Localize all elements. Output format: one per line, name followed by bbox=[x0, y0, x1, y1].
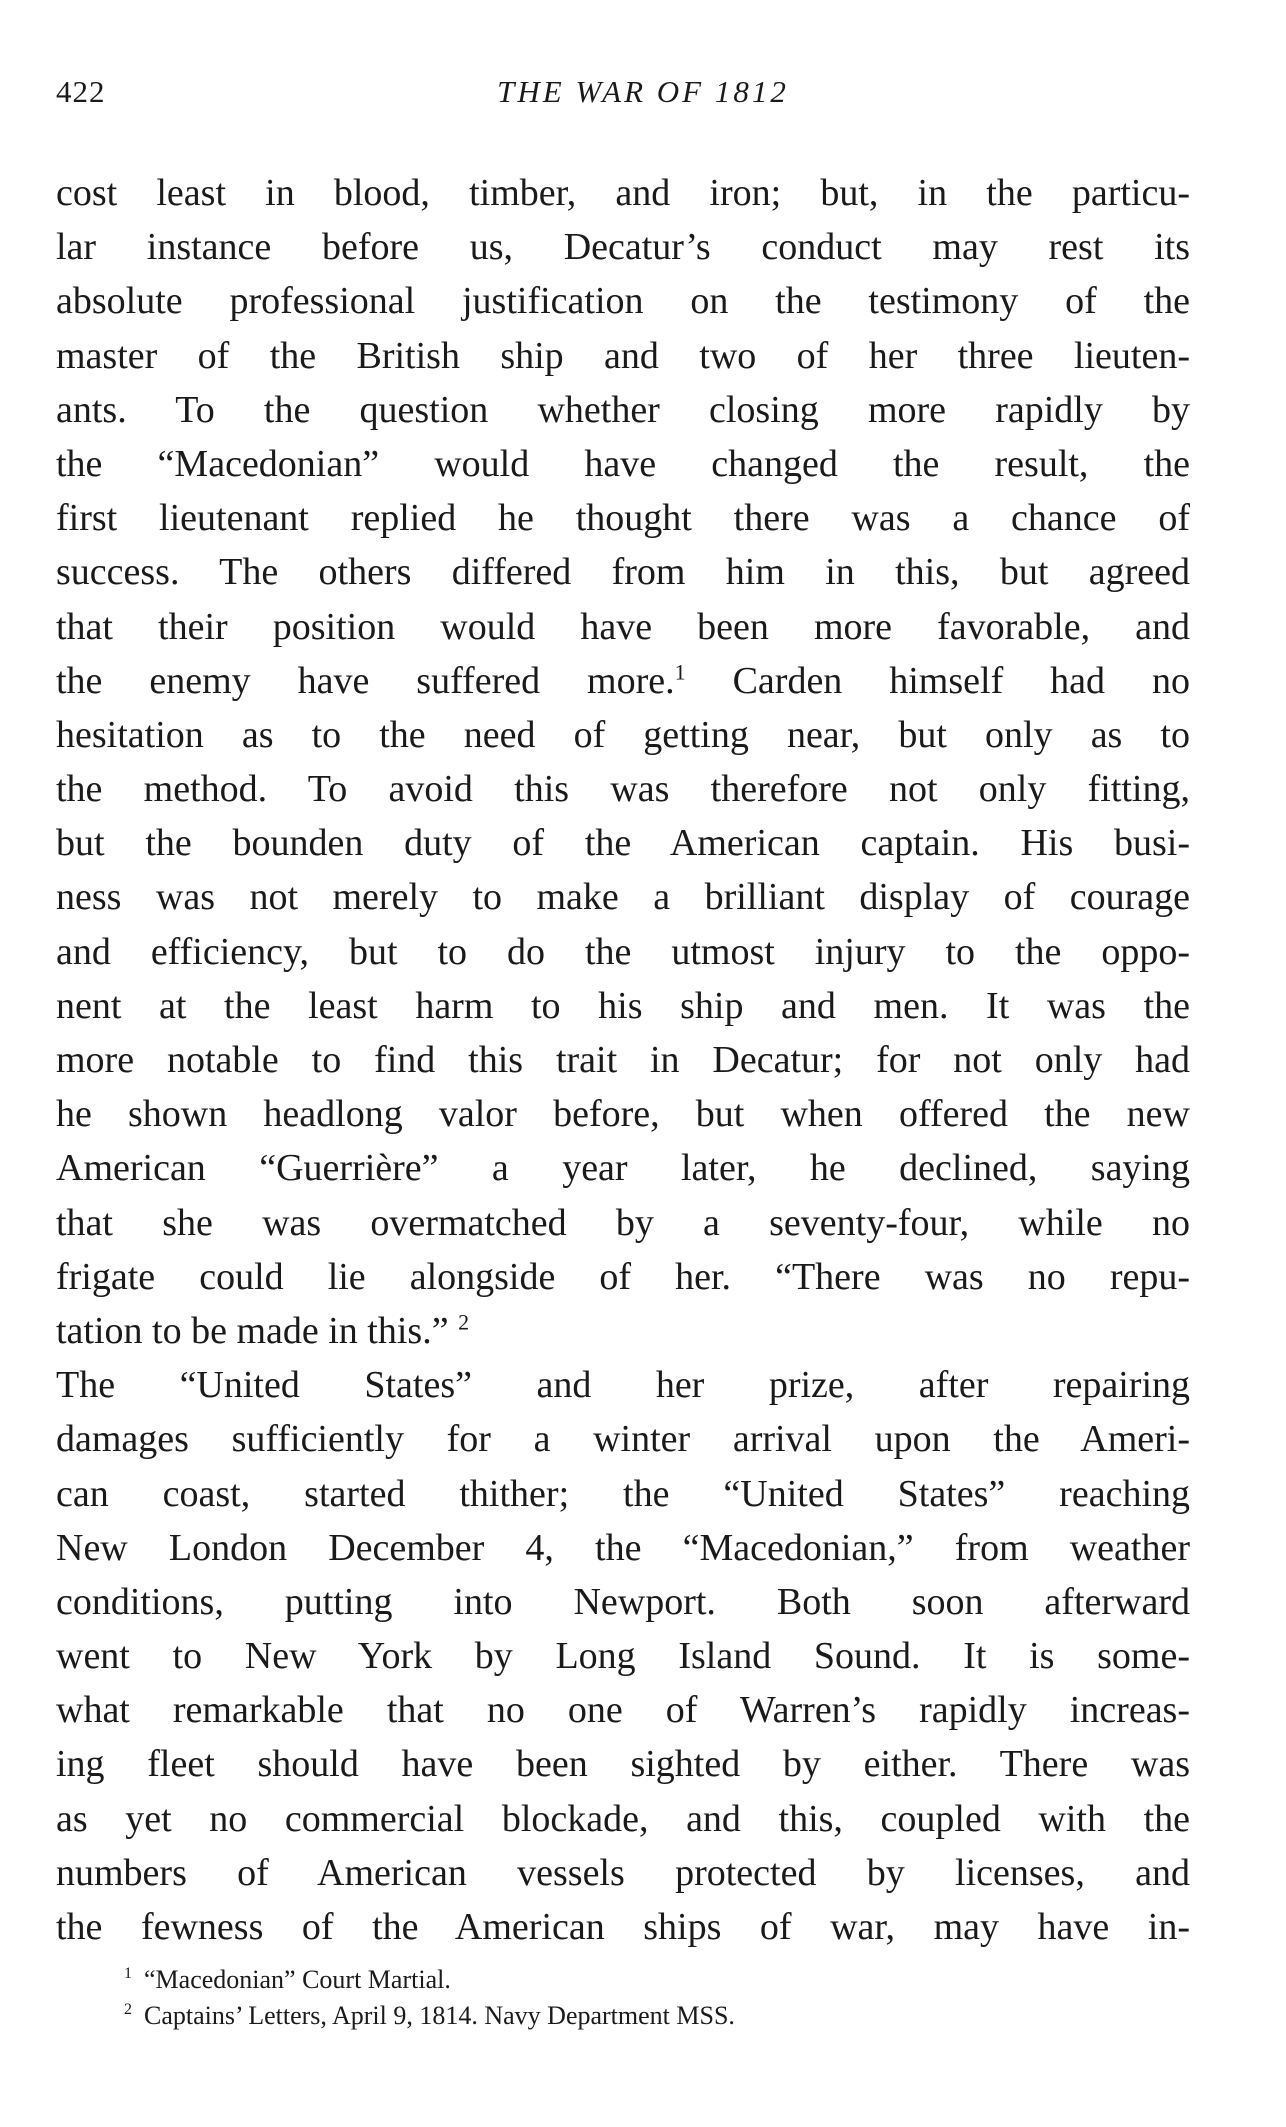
text-line: master of the British ship and two of her three lieuten- bbox=[56, 334, 1190, 377]
text-line: frigate could lie alongside of her. “There was no repu- bbox=[56, 1255, 1190, 1298]
text-line: ing fleet should have been sighted by either. There was bbox=[56, 1743, 1190, 1786]
text-line: what remarkable that no one of Warren’s rapidly increas- bbox=[56, 1689, 1190, 1732]
text-line: conditions, putting into Newport. Both soon afterward bbox=[56, 1580, 1190, 1623]
footnote-text: Captains’ Letters, April 9, 1814. Navy Department MSS. bbox=[144, 2001, 735, 2030]
text-line: he shown headlong valor before, but when offered the new bbox=[56, 1093, 1190, 1136]
text-line-with-footnote-ref bbox=[56, 654, 1190, 708]
text-line: success. The others differed from him in this, but agreed bbox=[56, 551, 1190, 594]
text-line: that she was overmatched by a seventy-four, while no bbox=[56, 1201, 1190, 1244]
text-line: more notable to find this trait in Decatur; for not only had bbox=[56, 1039, 1190, 1081]
text-line: but the bounden duty of the American captain. His busi- bbox=[56, 822, 1190, 865]
text-line: as yet no commercial blockade, and this, coupled with the bbox=[56, 1797, 1190, 1840]
footnote-text: “Macedonian” Court Martial. bbox=[144, 1965, 451, 1994]
text-line: the fewness of the American ships of war, may have in- bbox=[56, 1906, 1190, 1948]
text-line: ants. To the question whether closing more rapidly by bbox=[56, 388, 1190, 431]
text-fragment: the enemy have suffered more. bbox=[56, 659, 675, 702]
running-head bbox=[56, 74, 1190, 126]
page-number: 422 bbox=[56, 74, 106, 109]
book-page bbox=[56, 74, 1190, 1948]
text-line: New London December 4, the “Macedonian,” from weather bbox=[56, 1526, 1190, 1569]
text-line: ness was not merely to make a brilliant display of courage bbox=[56, 876, 1190, 919]
running-title: THE WAR OF 1812 bbox=[497, 74, 789, 109]
text-fragment: tation to be made in this.” bbox=[56, 1309, 449, 1352]
footnote-marker: 1 bbox=[124, 1965, 132, 1983]
text-line: absolute professional justification on the testimony of the bbox=[56, 280, 1190, 323]
text-line: went to New York by Long Island Sound. It is some- bbox=[56, 1635, 1190, 1678]
text-line: cost least in blood, timber, and iron; but, in the particu- bbox=[56, 172, 1190, 214]
footnote bbox=[124, 1962, 1084, 1998]
text-line: lar instance before us, Decatur’s conduct may rest its bbox=[56, 226, 1190, 269]
text-line: numbers of American vessels protected by licenses, and bbox=[56, 1851, 1190, 1894]
text-line: the method. To avoid this was therefore not only fitting, bbox=[56, 768, 1190, 811]
text-line: and efficiency, but to do the utmost injury to the oppo- bbox=[56, 930, 1190, 973]
text-line: can coast, started thither; the “United States” reaching bbox=[56, 1472, 1190, 1515]
text-line: the “Macedonian” would have changed the result, the bbox=[56, 442, 1190, 485]
paragraph-start-line: The “United States” and her prize, after repairing bbox=[56, 1364, 1190, 1407]
footnote-ref-2: 2 bbox=[458, 1309, 470, 1335]
text-line: damages sufficiently for a winter arrival upon the Ameri- bbox=[56, 1418, 1190, 1461]
body-text bbox=[56, 166, 1190, 1954]
text-fragment: Carden himself had no bbox=[685, 659, 1190, 702]
text-line: American “Guerrière” a year later, he declined, saying bbox=[56, 1147, 1190, 1190]
text-line: nent at the least harm to his ship and men. It was the bbox=[56, 984, 1190, 1027]
footnote-ref-1: 1 bbox=[674, 659, 686, 685]
footnotes bbox=[124, 1962, 1084, 2034]
footnote-marker: 2 bbox=[124, 2001, 132, 2019]
footnote bbox=[124, 1998, 1084, 2034]
text-line: that their position would have been more favorable, and bbox=[56, 605, 1190, 648]
text-line-with-footnote-ref bbox=[56, 1304, 1190, 1358]
text-line: hesitation as to the need of getting near, but only as to bbox=[56, 713, 1190, 756]
text-line: first lieutenant replied he thought there was a chance of bbox=[56, 497, 1190, 540]
